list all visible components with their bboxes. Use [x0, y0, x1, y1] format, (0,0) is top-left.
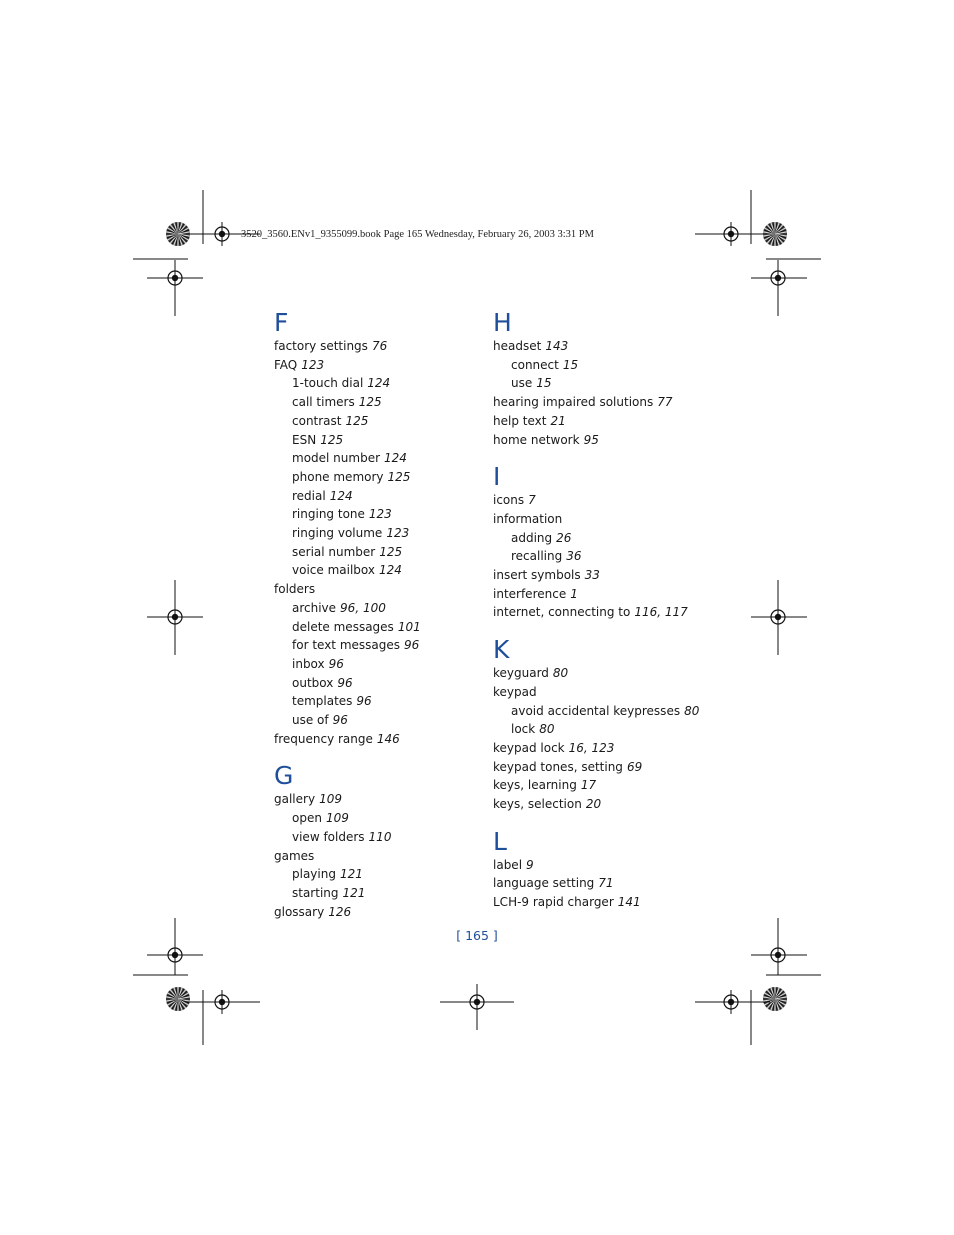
entry-pages: 121 — [342, 885, 366, 900]
entry-term: language setting — [493, 876, 595, 891]
section-letter: G — [274, 761, 294, 791]
entry-term: open — [292, 811, 322, 826]
entry-term: delete messages — [292, 619, 394, 634]
entry-pages: 69 — [626, 759, 643, 774]
entry-term: for text messages — [292, 638, 400, 653]
entry-pages: 17 — [580, 778, 597, 793]
entry-term: keys, learning — [493, 778, 577, 793]
entry-pages: 96 — [328, 656, 344, 671]
entry-pages: 121 — [339, 867, 363, 882]
entry-term: frequency range — [274, 731, 373, 746]
entry-pages: 125 — [387, 469, 411, 484]
entry-term: starting — [292, 885, 339, 900]
entry-pages: 96, 100 — [340, 600, 386, 615]
entry-term: recalling — [511, 549, 563, 564]
entry-pages: 80 — [684, 703, 700, 718]
entry-term: internet, connecting to — [493, 605, 631, 620]
entry-term: inbox — [292, 656, 325, 671]
entry-term: folders — [274, 582, 316, 597]
entry-pages: 33 — [584, 568, 600, 583]
entry-pages: 146 — [376, 731, 400, 746]
entry-term: outbox — [292, 675, 334, 690]
entry-pages: 125 — [345, 413, 369, 428]
entry-term: FAQ — [274, 357, 298, 372]
entry-term: adding — [511, 530, 553, 545]
entry-pages: 126 — [328, 904, 352, 919]
entry-term: use of — [292, 713, 329, 728]
entry-term: connect — [511, 357, 559, 372]
entry-pages: 16, 123 — [568, 740, 615, 755]
entry-pages: 80 — [552, 666, 569, 681]
entry-pages: 101 — [397, 619, 421, 634]
entry-term: redial — [292, 488, 326, 503]
entry-term: lock — [511, 722, 536, 737]
entry-term: keypad lock — [493, 740, 565, 755]
entry-term: view folders — [292, 829, 365, 844]
entry-pages: 96 — [404, 638, 420, 653]
entry-pages: 141 — [617, 895, 641, 910]
entry-pages: 96 — [332, 713, 348, 728]
entry-pages: 80 — [539, 722, 555, 737]
entry-term: insert symbols — [493, 568, 581, 583]
entry-term: avoid accidental keypresses — [511, 703, 681, 718]
section-letter: H — [493, 308, 512, 337]
entry-pages: 36 — [566, 549, 582, 564]
entry-term: icons — [493, 493, 525, 508]
entry-term: ringing tone — [292, 507, 365, 522]
entry-term: phone memory — [292, 469, 384, 484]
entry-term: factory settings — [274, 339, 368, 353]
entry-term: keypad tones, setting — [493, 759, 623, 774]
entry-term: keypad — [493, 684, 537, 699]
entry-pages: 125 — [379, 544, 403, 559]
entry-pages: 124 — [378, 563, 402, 578]
entry-term: games — [274, 848, 315, 863]
entry-pages: 20 — [585, 797, 602, 812]
entry-term: LCH-9 rapid charger — [493, 895, 614, 910]
entry-pages: 124 — [367, 376, 391, 391]
entry-pages: 7 — [528, 493, 536, 508]
entry-term: help text — [493, 413, 547, 428]
entry-pages: 95 — [583, 432, 599, 447]
section-letter: I — [493, 462, 501, 492]
section-letter: L — [493, 826, 507, 856]
entry-pages: 125 — [320, 432, 344, 447]
entry-term: model number — [292, 451, 381, 466]
entry-pages: 109 — [325, 811, 349, 826]
entry-pages: 15 — [536, 376, 552, 391]
entry-pages: 77 — [657, 395, 673, 410]
entry-pages: 9 — [526, 857, 534, 872]
entry-pages: 96 — [356, 694, 372, 709]
entry-pages: 124 — [329, 488, 353, 503]
entry-term: glossary — [274, 904, 325, 919]
page-number: [ 165 ] — [456, 928, 498, 943]
entry-pages: 124 — [384, 451, 407, 466]
entry-pages: 26 — [556, 530, 572, 545]
entry-pages: 116, 117 — [634, 605, 688, 620]
entry-term: label — [493, 857, 523, 872]
section-letter: K — [493, 635, 510, 665]
entry-term: keys, selection — [493, 797, 582, 812]
entry-pages: 123 — [386, 526, 410, 541]
entry-term: information — [493, 511, 563, 526]
entry-term: ringing volume — [292, 526, 383, 541]
entry-pages: 96 — [337, 675, 353, 690]
entry-pages: 110 — [368, 829, 392, 844]
entry-pages: 143 — [545, 339, 569, 353]
entry-term: templates — [292, 694, 353, 709]
entry-pages: 76 — [371, 339, 388, 353]
entry-term: call timers — [292, 395, 355, 410]
entry-term: ESN — [292, 432, 317, 447]
entry-pages: 21 — [550, 413, 566, 428]
entry-pages: 109 — [319, 792, 342, 807]
section-letter: F — [274, 308, 289, 337]
entry-term: voice mailbox — [292, 563, 375, 578]
entry-term: keyguard — [493, 666, 549, 681]
entry-term: use — [511, 376, 533, 391]
entry-term: archive — [292, 600, 337, 615]
entry-term: hearing impaired solutions — [493, 395, 654, 410]
print-header: 3520_3560.ENv1_9355099.book Page 165 Wednesday, February 26, 2003 3:31 PM — [241, 229, 594, 240]
entry-pages: 125 — [358, 395, 382, 410]
entry-pages: 123 — [368, 507, 392, 522]
entry-term: contrast — [292, 413, 342, 428]
entry-term: headset — [493, 339, 542, 353]
entry-pages: 1 — [570, 586, 578, 601]
entry-pages: 15 — [562, 357, 579, 372]
entry-term: serial number — [292, 544, 376, 559]
entry-term: 1-touch dial — [292, 376, 364, 391]
entry-pages: 123 — [301, 357, 325, 372]
entry-term: home network — [493, 432, 580, 447]
entry-pages: 71 — [598, 876, 614, 891]
entry-term: interference — [493, 586, 567, 601]
entry-term: playing — [292, 867, 336, 882]
entry-term: gallery — [274, 792, 316, 807]
